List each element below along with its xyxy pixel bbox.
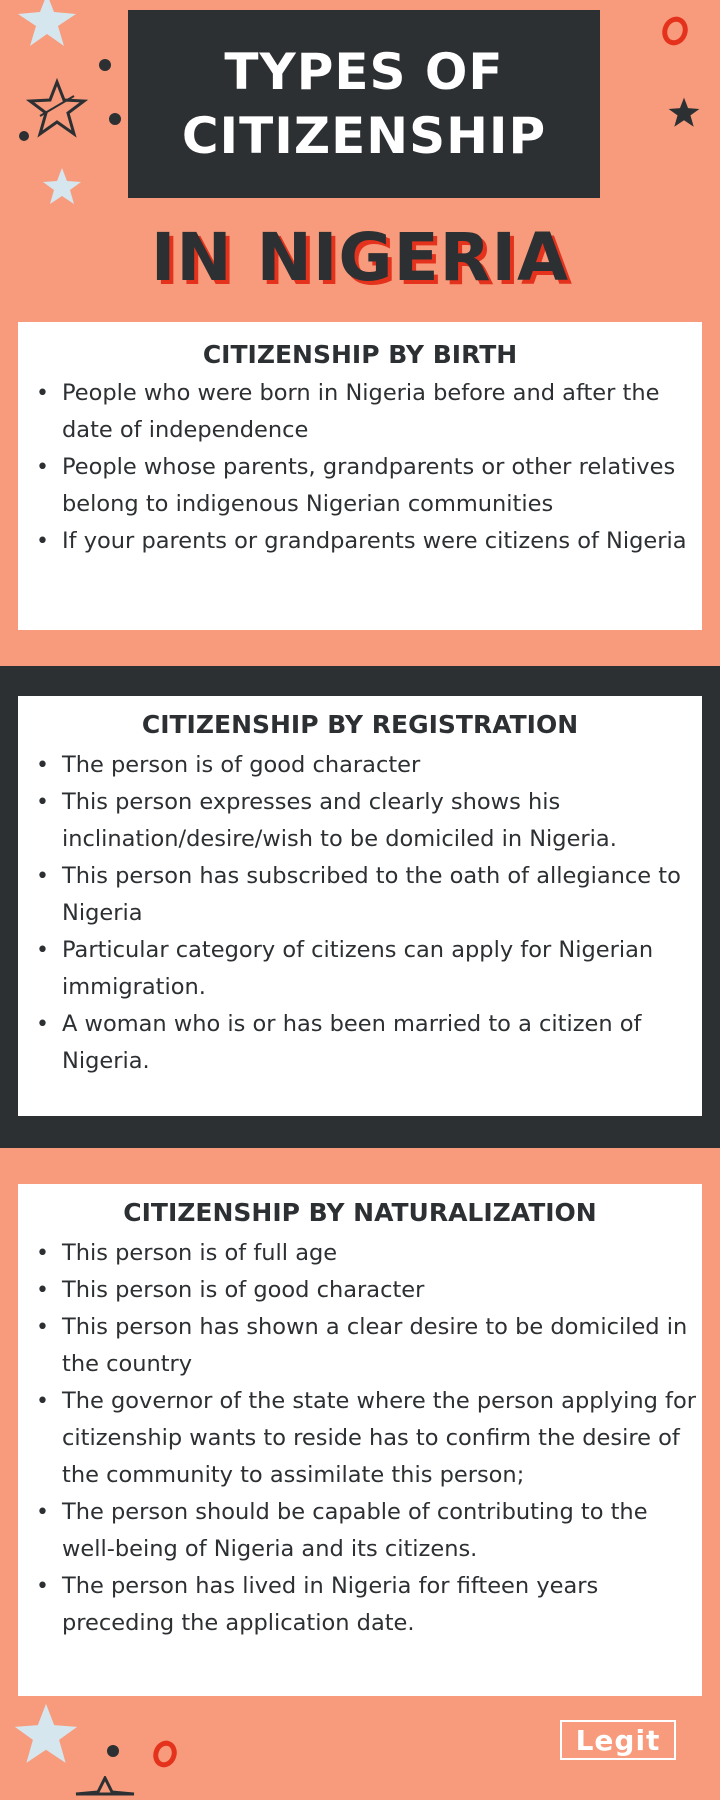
section-registration <box>18 696 702 1116</box>
title-box <box>128 10 600 198</box>
title-line-2: CITIZENSHIP <box>181 107 547 165</box>
section-heading: CITIZENSHIP BY REGISTRATION <box>141 710 579 739</box>
list-item: • This person has shown a clear desire to be domiciled in the country <box>18 1309 702 1383</box>
bullet-list <box>18 1235 702 1642</box>
bullet-list <box>18 747 702 1080</box>
outline-star-icon <box>70 1776 140 1800</box>
star-icon <box>40 166 84 208</box>
list-item: • Particular category of citizens can apply for Nigerian immigration. <box>18 932 702 1006</box>
page-subtitle: IN NIGERIA <box>150 219 570 296</box>
section-heading: CITIZENSHIP BY BIRTH <box>202 340 518 369</box>
legit-logo: Legit <box>560 1720 676 1760</box>
ring-icon <box>658 12 692 50</box>
list-item: • The person is of good character <box>18 747 702 784</box>
list-item: • This person has subscribed to the oath of allegiance to Nigeria <box>18 858 702 932</box>
list-item: • This person expresses and clearly shows his inclination/desire/wish to be domiciled in Nigeria. <box>18 784 702 858</box>
dot-icon <box>98 58 112 72</box>
list-item: • This person is of full age <box>18 1235 702 1272</box>
star-icon <box>666 96 702 130</box>
bullet-list <box>18 375 702 560</box>
section-heading: CITIZENSHIP BY NATURALIZATION <box>123 1198 597 1227</box>
list-item: • The person should be capable of contributing to the well-being of Nigeria and its citizens. <box>18 1494 702 1568</box>
list-item: • People who were born in Nigeria before and after the date of independence <box>18 375 702 449</box>
list-item: • This person is of good character <box>18 1272 702 1309</box>
title-line-1: TYPES OF <box>224 43 504 101</box>
list-item: • The person has lived in Nigeria for fifteen years preceding the application date. <box>18 1568 702 1642</box>
list-item: • A woman who is or has been married to a citizen of Nigeria. <box>18 1006 702 1080</box>
section-birth <box>18 322 702 630</box>
ring-icon <box>150 1738 180 1770</box>
list-item: • People whose parents, grandparents or other relatives belong to indigenous Nigerian communities <box>18 449 702 523</box>
star-icon <box>14 0 80 50</box>
dot-icon <box>106 1744 120 1758</box>
outline-star-icon <box>26 78 88 138</box>
list-item: • The governor of the state where the person applying for citizenship wants to reside has to confirm the desire of the community to assimilate this person; <box>18 1383 702 1494</box>
dot-icon <box>108 112 122 126</box>
star-icon <box>10 1700 82 1770</box>
section-naturalization <box>18 1184 702 1696</box>
list-item: • If your parents or grandparents were citizens of Nigeria <box>18 523 702 560</box>
dot-icon <box>18 130 30 142</box>
